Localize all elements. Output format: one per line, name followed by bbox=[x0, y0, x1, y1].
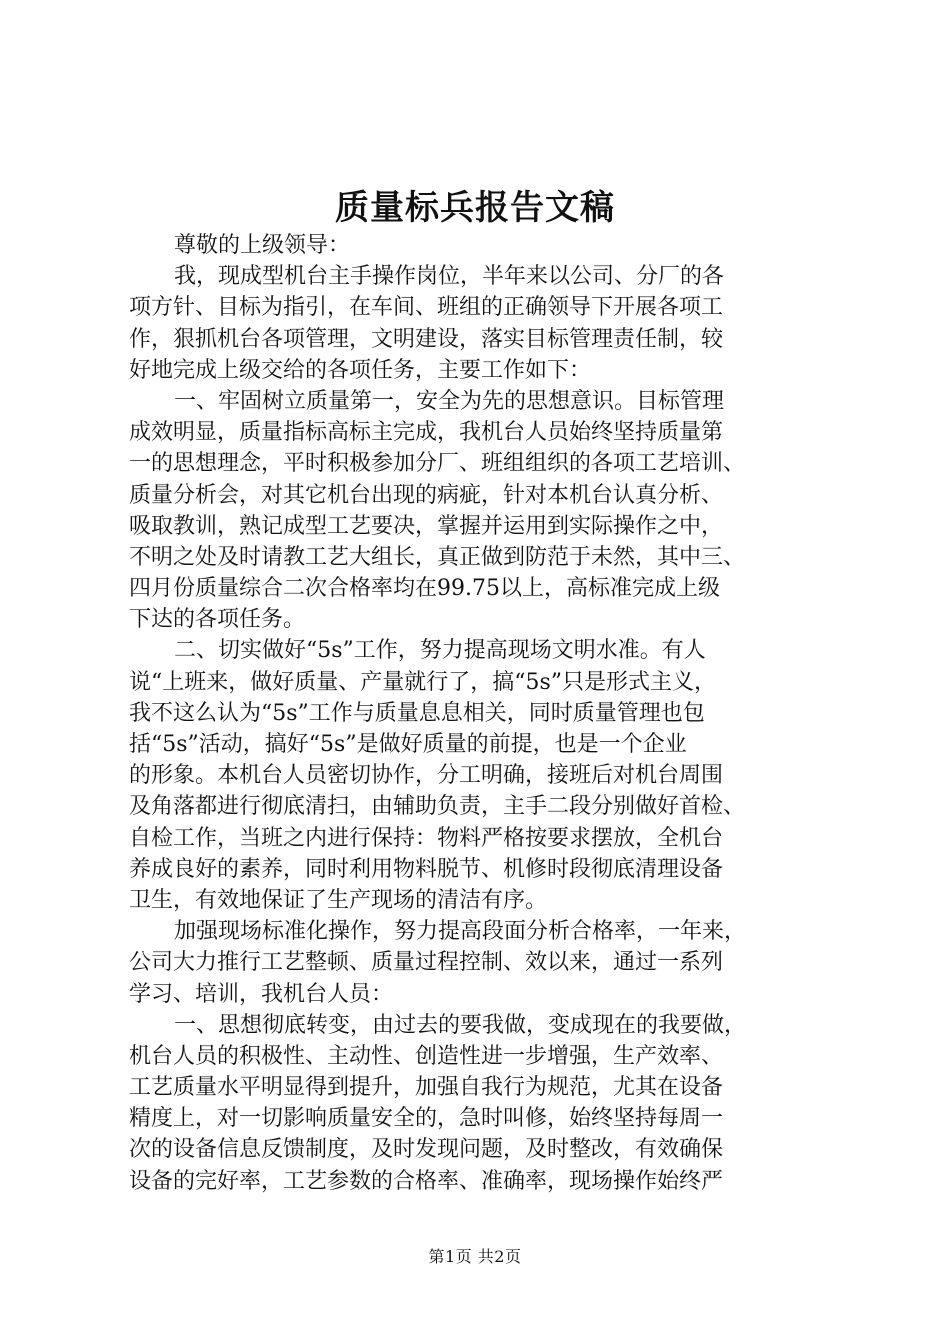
body-line: 项方针、目标为指引，在车间、班组的正确领导下开展各项工 bbox=[129, 295, 724, 321]
body-line: 下达的各项任务。 bbox=[129, 607, 306, 633]
body-line: 工艺质量水平明显得到提升，加强自我行为规范，尤其在设备 bbox=[129, 1075, 724, 1101]
body-line: 质量分析会，对其它机台出现的病疵，针对本机台认真分析、 bbox=[129, 482, 724, 508]
body-line: 括“5s”活动，搞好“5s”是做好质量的前提，也是一个企业 bbox=[129, 732, 687, 757]
body-line: 好地完成上级交给的各项任务，主要工作如下： bbox=[129, 357, 592, 383]
body-line: 加强现场标准化操作，努力提高段面分析合格率，一年来， bbox=[174, 919, 747, 945]
body-line: 我，现成型机台主手操作岗位，半年来以公司、分厂的各 bbox=[174, 264, 725, 290]
body-line: 一、牢固树立质量第一，安全为先的思想意识。目标管理 bbox=[174, 388, 725, 414]
body-line: 精度上，对一切影响质量安全的，急时叫修，始终坚持每周一 bbox=[129, 1106, 724, 1132]
body-line: 学习、培训，我机台人员： bbox=[129, 981, 394, 1007]
body-line: 机台人员的积极性、主动性、创造性进一步增强，生产效率、 bbox=[129, 1043, 724, 1069]
body-line: 二、切实做好“5s”工作，努力提高现场文明水准。有人 bbox=[174, 638, 706, 664]
body-line: 一、思想彻底转变，由过去的要我做，变成现在的我要做， bbox=[174, 1012, 747, 1038]
body-line: 自检工作，当班之内进行保持：物料严格按要求摆放，全机台 bbox=[129, 825, 724, 851]
body-line: 一的思想理念，平时积极参加分厂、班组组织的各项工艺培训、 bbox=[129, 451, 746, 477]
body-line: 公司大力推行工艺整顿、质量过程控制、效以来，通过一系列 bbox=[129, 950, 724, 976]
body-line: 设备的完好率，工艺参数的合格率、准确率，现场操作始终严 bbox=[129, 1168, 724, 1194]
body-line: 我不这么认为“5s”工作与质量息息相关，同时质量管理也包 bbox=[129, 700, 705, 726]
body-line: 的形象。本机台人员密切协作，分工明确，接班后对机台周围 bbox=[129, 763, 724, 789]
body-line: 四月份质量综合二次合格率均在99.75以上，高标准完成上级 bbox=[129, 576, 720, 602]
body-line: 作，狠抓机台各项管理，文明建设，落实目标管理责任制，较 bbox=[129, 326, 724, 352]
body-line: 吸取教训，熟记成型工艺要决，掌握并运用到实际操作之中， bbox=[129, 513, 724, 539]
body-line: 说“上班来，做好质量、产量就行了，搞“5s”只是形式主义， bbox=[129, 669, 717, 695]
body-line: 不明之处及时请教工艺大组长，真正做到防范于未然，其中三、 bbox=[129, 544, 746, 570]
body-line: 及角落都进行彻底清扫，由辅助负责，主手二段分别做好首检、 bbox=[129, 794, 746, 820]
body-line: 尊敬的上级领导： bbox=[174, 233, 351, 258]
page-footer: 第1页 共2页 bbox=[428, 1247, 522, 1266]
document-title: 质量标兵报告文稿 bbox=[335, 188, 615, 228]
body-line: 次的设备信息反馈制度，及时发现问题，及时整改，有效确保 bbox=[129, 1137, 724, 1163]
body-line: 成效明显，质量指标高标主完成，我机台人员始终坚持质量第 bbox=[129, 420, 724, 446]
body-line: 养成良好的素养，同时利用物料脱节、机修时段彻底清理设备 bbox=[129, 856, 724, 882]
body-line: 卫生，有效地保证了生产现场的清洁有序。 bbox=[129, 887, 548, 913]
document-body bbox=[129, 230, 829, 1197]
